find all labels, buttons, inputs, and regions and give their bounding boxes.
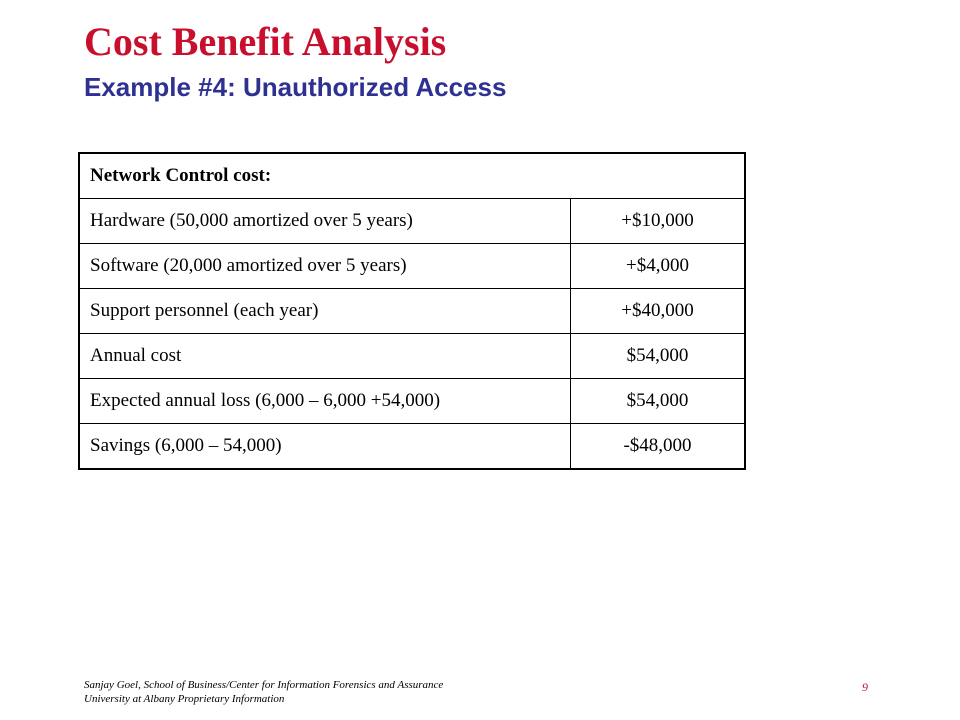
row-value-software: +$4,000 — [571, 244, 746, 289]
page-number: 9 — [862, 680, 868, 694]
row-value-savings: -$48,000 — [571, 424, 746, 470]
row-value-hardware: +$10,000 — [571, 199, 746, 244]
table-row — [79, 334, 745, 379]
table-row — [79, 289, 745, 334]
footer-line-proprietary: University at Albany Proprietary Information — [84, 693, 285, 705]
row-label-savings: Savings (6,000 – 54,000) — [79, 424, 571, 470]
table-row — [79, 244, 745, 289]
row-label-support-personnel: Support personnel (each year) — [79, 289, 571, 334]
table-header: Network Control cost: — [79, 153, 745, 199]
table-header-row — [79, 153, 745, 199]
table-row — [79, 199, 745, 244]
row-label-hardware: Hardware (50,000 amortized over 5 years) — [79, 199, 571, 244]
cost-table — [78, 152, 746, 470]
row-label-expected-annual-loss: Expected annual loss (6,000 – 6,000 +54,000) — [79, 379, 571, 424]
row-value-annual-cost: $54,000 — [571, 334, 746, 379]
row-label-annual-cost: Annual cost — [79, 334, 571, 379]
footer-line-author: Sanjay Goel, School of Business/Center for Information Forensics and Assurance — [84, 679, 444, 691]
slide-title: Cost Benefit Analysis — [84, 19, 447, 64]
table-row — [79, 424, 745, 470]
table-row — [79, 379, 745, 424]
slide-subtitle: Example #4: Unauthorized Access — [84, 72, 507, 102]
row-value-expected-annual-loss: $54,000 — [571, 379, 746, 424]
row-label-software: Software (20,000 amortized over 5 years) — [79, 244, 571, 289]
row-value-support-personnel: +$40,000 — [571, 289, 746, 334]
footer-credit — [84, 678, 443, 706]
